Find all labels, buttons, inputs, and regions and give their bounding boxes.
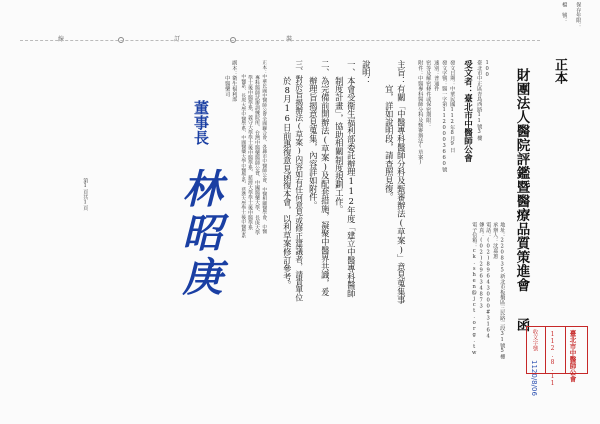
binding-line [20,40,540,41]
explanation-item-2-line-2: 辦理旨揭意見蒐集，內容詳如附件。 [308,60,319,210]
copy-label: 正本 [552,58,567,84]
signature-title: 董事長 [192,100,210,145]
retention-label: 保存年限： [575,2,582,28]
distribution-copy-line-1: 副本：衛生福利部 [231,60,238,102]
contact-phone: 電話：(02)89643000#3164 [485,222,492,340]
contact-person: 承辦人：沈嘉蕙 [492,222,499,259]
fold-mark-top: 裝 [286,36,293,43]
distribution-main-line-2: 專科醫師試辦訓練院所、台灣中醫藥醫師公會、中國醫藥大學、長庚大學 [254,60,260,235]
signature-name: 林昭庚 [176,168,223,300]
filing-number-label: 檔 號： [561,2,568,23]
subject-line-2: 宜，詳如說明段，請查照見復。 [384,60,395,202]
issue-number: 發文字號：醫一字第1120003660號 [441,60,448,172]
distribution-main-line-4: 中醫系、長庚大學中醫學系、中國醫藥大學中醫學系、慈濟大學學士後中醫學系 [240,60,246,239]
speed: 速別：普通件 [433,60,440,92]
contact-email: 電子信箱：ck.shen@jct.org.tw [471,222,478,356]
recipient-postcode: 100 [484,60,491,78]
distribution-copy-line-2: 中醫藥司 [224,60,231,97]
explanation-item-1-line-1: 一、本會受衛生福利部委託辦理112年度「建立中醫專科醫師 [346,60,357,298]
recipient-label: 受文者：臺北市中醫師公會 [462,60,473,162]
stamp-receipt-no: 收文字號 [531,329,538,351]
contact-address: 地址：220835新北市板橋區三民路二段31號5樓 [499,222,506,360]
explanation-item-3-line-2: 於8月16日前惠復意見函復本會，以利草案修訂參考。 [282,60,293,290]
explanation-item-2-line-1: 二、為完備前開辦法(草案)及配套措施，凝聚中醫界共識，爰 [320,60,331,296]
security: 密等及解密條件或保密期限： [425,60,432,128]
distribution-main-line-3: 學士後中醫學系、義守大學學士後中醫學系、慈濟大學學士後中醫學系 [247,60,253,230]
stamp-handwritten-number: 1120/8/06 [530,360,538,396]
explanation-item-1-line-2: 制度計畫」，協助相關制度規劃工作。 [334,60,345,214]
doc-type: 函 [513,318,530,332]
org-name: 財團法人醫院評鑑暨醫療品質策進會 [513,68,530,292]
stamp-date: 112.8.11 [549,331,556,387]
subject-line-1: 主旨：有關「中醫專科醫師分科及甄審辦法(草案)」意見蒐集事 [396,60,407,305]
issue-date: 發文日期：中華民國112年8月9日 [449,60,456,153]
contact-fax: 傳真：(02)29634873 [478,222,485,310]
stamp-org: 臺北市中醫師公會 [568,330,577,382]
distribution-main-line-1: 正本：中華民國中醫師公會全國聯合會、各縣市中醫師公會、中醫相關醫學會、中醫 [261,60,267,234]
fold-mark-bottom: 線 [58,36,65,43]
page-number: 第1頁共1頁 [82,178,89,211]
fold-mark-middle: 訂 [174,36,181,43]
explanation-heading: 說明： [361,60,372,85]
recipient-address: 臺北市中正區青島西路11號3樓 [476,60,483,141]
attachment: 附件：中醫專科醫師分科及甄審辦法(草案) [417,60,424,166]
explanation-item-3-line-1: 三、對於旨揭辦法(草案)內容如有任何意見或修正建議者，請貴單位 [294,60,304,302]
